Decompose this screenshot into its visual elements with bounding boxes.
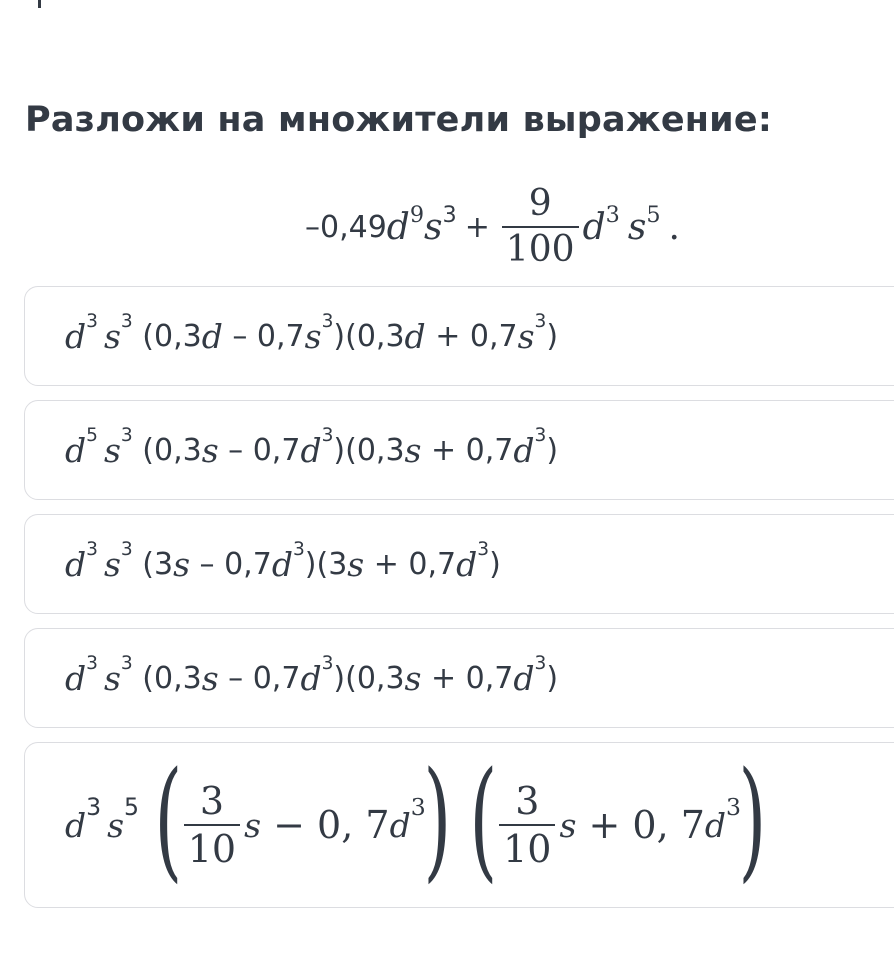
answer-option-2[interactable]	[24, 400, 894, 500]
answer-option-5[interactable]	[24, 742, 894, 908]
fraction-3-10: $\frac{3}{10}$	[499, 778, 555, 872]
expr-var-d2: $d^3$	[582, 201, 620, 248]
expr-coef: –0,49	[305, 209, 387, 245]
answer-text: d $^3$ s $^3$ (0,3 s – 0,7 d $^3$ )(0,3 s + 0,7 d $^3$ )	[65, 653, 559, 698]
paren-close: )	[423, 743, 451, 895]
expr-end: .	[668, 206, 680, 248]
answer-options	[24, 286, 894, 922]
expr-plus: +	[464, 209, 490, 245]
expr-var-s2: $s^5$	[627, 201, 661, 248]
expr-var-d: $d^9$	[386, 201, 425, 248]
expr-var-s: $s^3$	[424, 201, 457, 248]
scroll-edge-mark	[38, 0, 41, 8]
paren-open: (	[469, 743, 498, 895]
answer-text: d $^5$ s $^3$ (0,3 s – 0,7 d $^3$ )(0,3 s + 0,7 d $^3$ )	[65, 425, 559, 470]
answer-text: d $^3$ s $^3$ (3 s – 0,7 d $^3$ )(3 s + 0,7 d $^3$ )	[65, 539, 501, 584]
answer-option-4[interactable]	[24, 628, 894, 728]
answer-option-3[interactable]	[24, 514, 894, 614]
paren-open: (	[154, 743, 183, 895]
expr-fraction: $\frac{9}{100}$	[502, 182, 579, 272]
answer-text: d $^3$ s $^5$ ( $\frac{3}{10}$ s − 0, 7 d $^3$ ) ( $\frac{3}{10}$ s + 0, 7 d $^3$ )	[65, 743, 767, 895]
answer-option-1[interactable]	[24, 286, 894, 386]
question-title: Разложи на множители выражение:	[25, 100, 773, 140]
paren-close: )	[738, 743, 767, 895]
answer-text: d $^3$ s $^3$ (0,3 d – 0,7 s $^3$ )(0,3 d + 0,7 s $^3$ )	[65, 311, 559, 356]
question-expression	[305, 172, 680, 282]
fraction-3-10: $\frac{3}{10}$	[184, 778, 240, 872]
